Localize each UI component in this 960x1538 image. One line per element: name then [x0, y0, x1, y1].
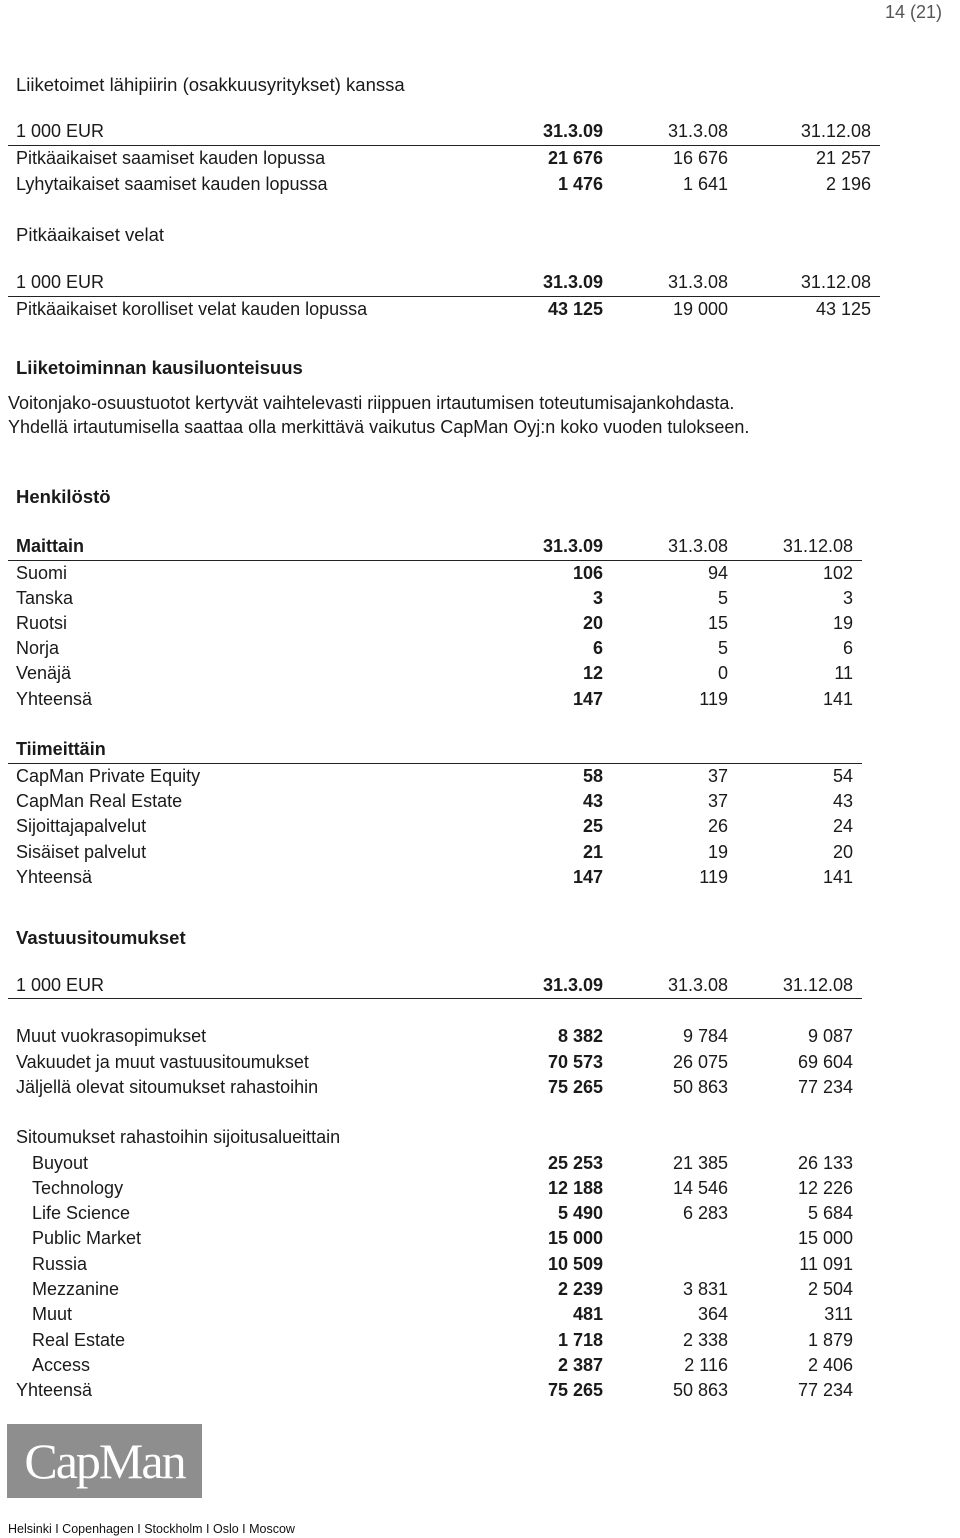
row-value-c3: 2 406 [807, 1355, 853, 1375]
row-value-c3: 102 [822, 563, 853, 583]
commitments-header-label: 1 000 EUR [16, 975, 105, 995]
personnel-header-c1: 31.3.09 [542, 536, 603, 556]
commitments-header-rule [8, 998, 862, 999]
row-label: Muut [32, 1304, 73, 1324]
row-value-c2: 26 075 [672, 1052, 728, 1072]
row-value-c2: 14 546 [672, 1178, 728, 1198]
row-value-c3: 77 234 [797, 1380, 853, 1400]
row-value-c3: 24 [832, 816, 853, 836]
row-label: Sisäiset palvelut [16, 842, 147, 862]
longterm-header-c2: 31.3.08 [667, 272, 728, 292]
row-label: Access [32, 1355, 91, 1375]
row-value-c2: 1 641 [682, 174, 728, 194]
seasonality-title: Liiketoiminnan kausiluonteisuus [16, 357, 303, 378]
longterm-header-row [0, 272, 960, 298]
row-value-c3: 11 [834, 663, 853, 683]
table-row [0, 816, 960, 842]
related-header-row [0, 121, 960, 147]
row-value-c2: 50 863 [672, 1380, 728, 1400]
row-value-c2: 26 [707, 816, 728, 836]
row-value-c1: 12 188 [547, 1178, 603, 1198]
commitments-subtitle: Sitoumukset rahastoihin sijoitusalueittain [16, 1127, 341, 1147]
row-value-c2: 9 784 [682, 1026, 728, 1046]
row-label: Yhteensä [16, 867, 93, 887]
row-label: Sijoittajapalvelut [16, 816, 147, 836]
row-value-c1: 6 [592, 638, 603, 658]
row-value-c1: 8 382 [557, 1026, 603, 1046]
row-value-c2: 19 000 [672, 299, 728, 319]
personnel-country-header-label: Maittain [16, 536, 85, 556]
row-label: Norja [16, 638, 60, 658]
related-header-label: 1 000 EUR [16, 121, 105, 141]
row-label: Tanska [16, 588, 74, 608]
row-label: Public Market [32, 1228, 142, 1248]
table-row [0, 1178, 960, 1204]
row-value-c3: 311 [824, 1304, 853, 1324]
row-value-c3: 1 879 [807, 1330, 853, 1350]
row-value-c1: 25 253 [547, 1153, 603, 1173]
row-value-c1: 147 [572, 867, 603, 887]
row-value-c1: 21 [582, 842, 603, 862]
row-value-c1: 70 573 [547, 1052, 603, 1072]
table-row [0, 1380, 960, 1406]
row-value-c3: 77 234 [797, 1077, 853, 1097]
table-row [0, 588, 960, 614]
row-label: Buyout [32, 1153, 89, 1173]
row-value-c3: 43 125 [815, 299, 871, 319]
row-value-c3: 21 257 [815, 148, 871, 168]
row-value-c1: 10 509 [547, 1254, 603, 1274]
row-value-c1: 5 490 [557, 1203, 603, 1223]
personnel-country-header-row [0, 536, 960, 562]
row-value-c3: 2 504 [807, 1279, 853, 1299]
table-row [0, 1052, 960, 1078]
capman-logo: CapMan [7, 1424, 202, 1498]
row-label: Jäljellä olevat sitoumukset rahastoihin [16, 1077, 319, 1097]
row-label: Yhteensä [16, 1380, 93, 1400]
table-row [0, 1203, 960, 1229]
row-value-c3: 11 091 [799, 1254, 853, 1274]
row-value-c3: 69 604 [797, 1052, 853, 1072]
row-label: Venäjä [16, 663, 72, 683]
row-value-c2: 37 [707, 766, 728, 786]
table-row [0, 148, 960, 174]
table-row [0, 1304, 960, 1330]
table-row [0, 1254, 960, 1280]
row-value-c3: 54 [832, 766, 853, 786]
table-row [0, 1228, 960, 1254]
row-value-c1: 75 265 [547, 1380, 603, 1400]
row-label: Real Estate [32, 1330, 126, 1350]
longterm-header-c1: 31.3.09 [542, 272, 603, 292]
row-value-c2: 119 [699, 689, 728, 709]
row-label: CapMan Private Equity [16, 766, 201, 786]
row-value-c2: 364 [697, 1304, 728, 1324]
personnel-team-header-row [0, 739, 960, 765]
row-value-c1: 2 239 [557, 1279, 603, 1299]
row-label: Muut vuokrasopimukset [16, 1026, 207, 1046]
row-value-c1: 21 676 [547, 148, 603, 168]
commitments-header-c3: 31.12.08 [782, 975, 853, 995]
table-row [0, 1330, 960, 1356]
row-value-c2: 5 [717, 588, 728, 608]
row-value-c1: 58 [582, 766, 603, 786]
table-row [0, 766, 960, 792]
commitments-title: Vastuusitoumukset [16, 927, 186, 948]
row-label: Ruotsi [16, 613, 68, 633]
table-row [0, 1153, 960, 1179]
row-value-c2: 16 676 [672, 148, 728, 168]
row-value-c1: 75 265 [547, 1077, 603, 1097]
row-value-c1: 1 718 [557, 1330, 603, 1350]
row-value-c3: 6 [842, 638, 853, 658]
row-value-c3: 5 684 [807, 1203, 853, 1223]
row-label: Life Science [32, 1203, 131, 1223]
table-row [0, 174, 960, 200]
row-value-c3: 19 [832, 613, 853, 633]
row-value-c2: 0 [717, 663, 728, 683]
row-value-c3: 141 [822, 867, 853, 887]
row-label: Pitkäaikaiset korolliset velat kauden lopussa [16, 299, 368, 319]
row-label: Technology [32, 1178, 124, 1198]
row-value-c2: 6 283 [682, 1203, 728, 1223]
longterm-header-rule [8, 296, 880, 297]
personnel-team-header-label: Tiimeittäin [16, 739, 106, 759]
table-row [0, 842, 960, 868]
table-row [0, 1355, 960, 1381]
row-value-c2: 94 [707, 563, 728, 583]
commitments-header-c2: 31.3.08 [667, 975, 728, 995]
row-value-c1: 147 [572, 689, 603, 709]
related-header-rule [8, 145, 880, 146]
row-value-c1: 2 387 [557, 1355, 603, 1375]
row-label: Yhteensä [16, 689, 93, 709]
row-value-c3: 43 [832, 791, 853, 811]
row-value-c3: 20 [832, 842, 853, 862]
table-row [0, 663, 960, 689]
table-row [0, 299, 960, 325]
table-row [0, 689, 960, 715]
row-value-c2: 21 385 [672, 1153, 728, 1173]
row-value-c1: 481 [572, 1304, 603, 1324]
table-row [0, 1026, 960, 1052]
row-label: Suomi [16, 563, 68, 583]
row-value-c2: 50 863 [672, 1077, 728, 1097]
seasonality-line-2: Yhdellä irtautumisella saattaa olla merkittävä vaikutus CapMan Oyj:n koko vuoden tulokseen. [8, 417, 750, 437]
related-header-c2: 31.3.08 [667, 121, 728, 141]
row-value-c1: 106 [572, 563, 603, 583]
table-row [0, 867, 960, 893]
row-label: Lyhytaikaiset saamiset kauden lopussa [16, 174, 328, 194]
row-value-c3: 2 196 [825, 174, 871, 194]
row-value-c2: 19 [707, 842, 728, 862]
commitments-header-c1: 31.3.09 [542, 975, 603, 995]
related-header-c1: 31.3.09 [542, 121, 603, 141]
longterm-header-c3: 31.12.08 [800, 272, 871, 292]
row-label: Russia [32, 1254, 88, 1274]
row-value-c1: 43 125 [547, 299, 603, 319]
table-row [0, 1279, 960, 1305]
page-number: 14 (21) [884, 2, 942, 22]
table-row [0, 791, 960, 817]
table-row [0, 638, 960, 664]
row-value-c3: 12 226 [797, 1178, 853, 1198]
row-label: CapMan Real Estate [16, 791, 183, 811]
row-value-c1: 12 [582, 663, 603, 683]
personnel-header-c2: 31.3.08 [667, 536, 728, 556]
longterm-header-label: 1 000 EUR [16, 272, 105, 292]
row-value-c3: 26 133 [797, 1153, 853, 1173]
row-value-c2: 5 [717, 638, 728, 658]
row-value-c1: 25 [582, 816, 603, 836]
row-value-c3: 3 [842, 588, 853, 608]
row-value-c1: 20 [582, 613, 603, 633]
table-row [0, 563, 960, 589]
row-value-c3: 9 087 [807, 1026, 853, 1046]
personnel-country-rule [8, 560, 862, 561]
footer-offices: Helsinki I Copenhagen I Stockholm I Oslo I Moscow [8, 1522, 295, 1536]
commitments-subtitle-row [0, 1127, 960, 1153]
row-value-c2: 15 [707, 613, 728, 633]
row-value-c2: 2 116 [684, 1355, 728, 1375]
row-value-c2: 37 [707, 791, 728, 811]
related-parties-title: Liiketoimet lähipiirin (osakkuusyritykset) kanssa [16, 74, 405, 95]
personnel-header-c3: 31.12.08 [782, 536, 853, 556]
row-value-c1: 43 [582, 791, 603, 811]
row-value-c1: 1 476 [557, 174, 603, 194]
row-value-c3: 15 000 [797, 1228, 853, 1248]
row-value-c1: 15 000 [547, 1228, 603, 1248]
row-label: Vakuudet ja muut vastuusitoumukset [16, 1052, 309, 1072]
row-label: Pitkäaikaiset saamiset kauden lopussa [16, 148, 326, 168]
table-row [0, 613, 960, 639]
table-row [0, 1077, 960, 1103]
personnel-team-rule [8, 763, 862, 764]
seasonality-line-1: Voitonjako-osuustuotot kertyvät vaihtelevasti riippuen irtautumisen toteutumisajankohdasta. [8, 393, 735, 413]
row-value-c2: 2 338 [682, 1330, 728, 1350]
row-label: Mezzanine [32, 1279, 120, 1299]
row-value-c2: 3 831 [682, 1279, 728, 1299]
longterm-title: Pitkäaikaiset velat [16, 224, 165, 245]
personnel-title: Henkilöstö [16, 486, 111, 507]
row-value-c2: 119 [699, 867, 728, 887]
related-header-c3: 31.12.08 [800, 121, 871, 141]
row-value-c1: 3 [592, 588, 603, 608]
row-value-c3: 141 [822, 689, 853, 709]
